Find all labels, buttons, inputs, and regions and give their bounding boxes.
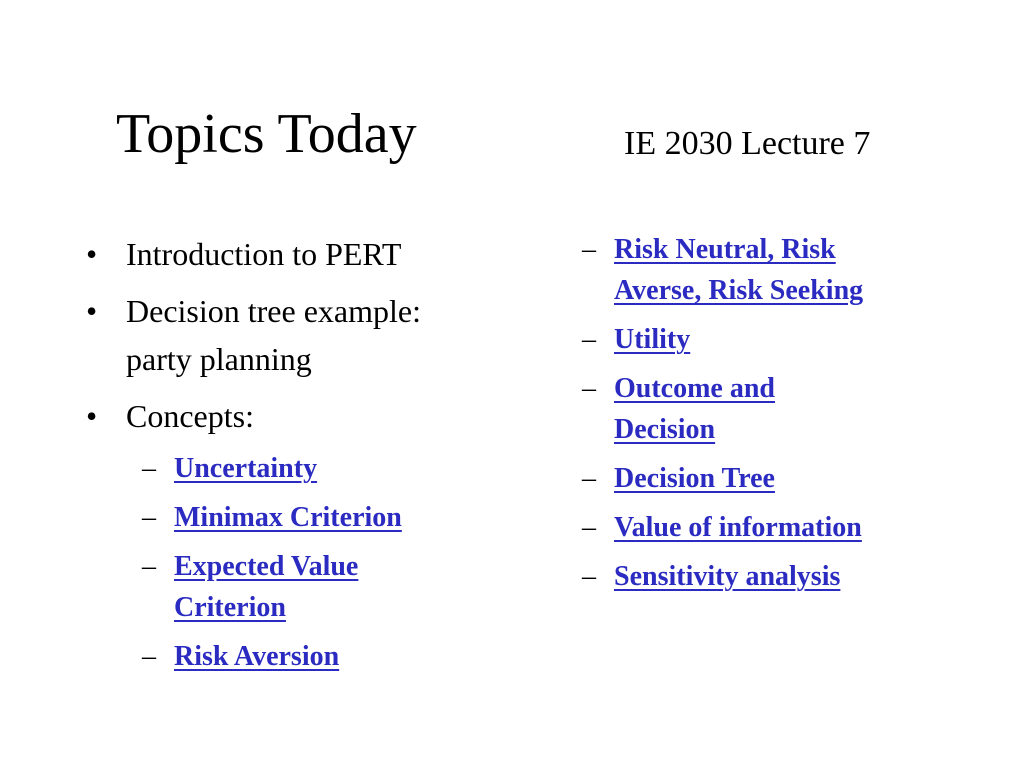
dash-marker: – [582,234,596,265]
dash-marker: – [582,463,596,494]
slide-title: Topics Today [116,103,417,165]
link-minimax-criterion[interactable]: Minimax Criterion [174,502,402,533]
lecture-label: IE 2030 Lecture 7 [624,125,871,162]
dash-marker: – [582,512,596,543]
bullet-text: Concepts: [126,398,254,434]
bullet-dot: • [86,293,98,329]
bullet-dot: • [86,398,98,434]
link-risk-aversion[interactable]: Risk Aversion [174,641,340,672]
link-outcome-decision-line-1[interactable]: Outcome and [614,373,775,404]
link-expected-value-line-2[interactable]: Criterion [174,592,286,623]
link-uncertainty[interactable]: Uncertainty [174,453,318,484]
dash-marker: – [582,373,596,404]
dash-marker: – [582,561,596,592]
link-value-of-information[interactable]: Value of information [614,512,862,543]
bullet-text-line-1: Decision tree example: [126,293,421,329]
dash-marker: – [142,551,156,582]
link-outcome-decision-line-2[interactable]: Decision [614,414,716,445]
link-utility[interactable]: Utility [614,324,691,355]
link-risk-neutral-line-1[interactable]: Risk Neutral, Risk [614,234,836,265]
dash-marker: – [582,324,596,355]
link-sensitivity-analysis[interactable]: Sensitivity analysis [614,561,841,592]
bullet-text-line-2: party planning [126,341,312,377]
bullet-dot: • [86,236,98,272]
dash-marker: – [142,453,156,484]
link-decision-tree[interactable]: Decision Tree [614,463,775,494]
bullet-text: Introduction to PERT [126,236,402,272]
link-expected-value-line-1[interactable]: Expected Value [174,551,359,582]
dash-marker: – [142,641,156,672]
link-risk-neutral-line-2[interactable]: Averse, Risk Seeking [614,275,864,306]
dash-marker: – [142,502,156,533]
